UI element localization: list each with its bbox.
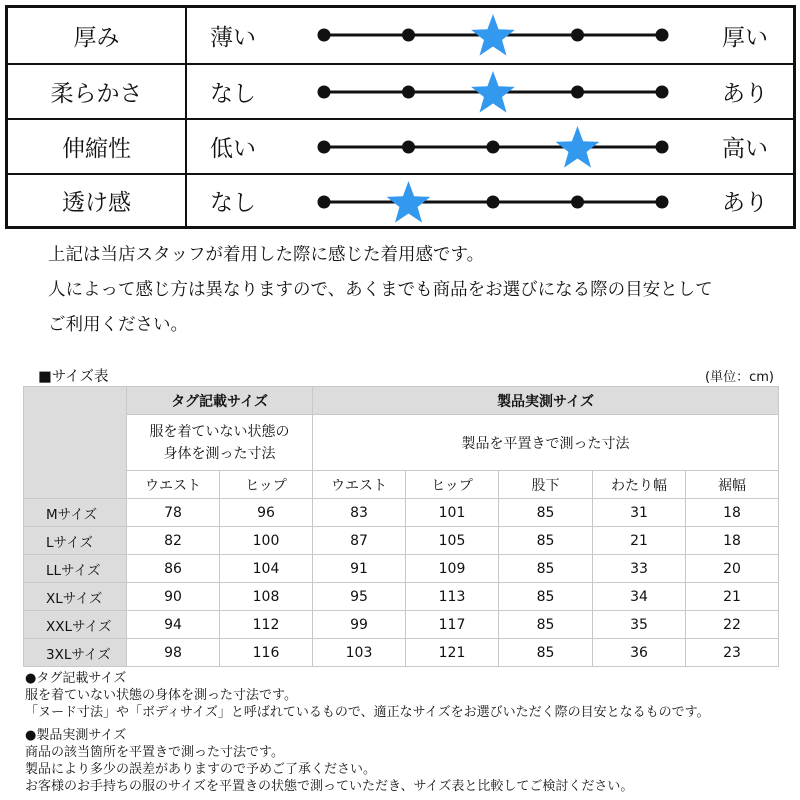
size-value: 96 xyxy=(220,499,313,527)
size-value: 85 xyxy=(499,555,593,583)
rating-scale-graphic xyxy=(308,8,678,63)
size-value: 112 xyxy=(220,611,313,639)
feel-row-sheerness xyxy=(8,173,793,226)
size-name: 3XLサイズ xyxy=(24,639,127,667)
size-value: 36 xyxy=(593,639,686,667)
column-header: 股下 xyxy=(499,471,593,499)
size-value: 117 xyxy=(406,611,499,639)
feel-row-softness xyxy=(8,63,793,118)
scale-point-dot xyxy=(571,29,584,42)
feel-note-line: 上記は当店スタッフが着用した際に感じた着用感です。 xyxy=(48,245,485,265)
feel-max-label: あり xyxy=(722,81,768,107)
size-value: 21 xyxy=(593,527,686,555)
scale-point-dot xyxy=(571,196,584,209)
rating-star-icon xyxy=(387,181,431,223)
table-row xyxy=(24,499,779,527)
size-value: 105 xyxy=(406,527,499,555)
scale-point-dot xyxy=(487,141,500,154)
feel-min-label: 薄い xyxy=(210,25,256,51)
scale-point-dot xyxy=(402,29,415,42)
feel-min-label: なし xyxy=(210,81,256,107)
size-value: 78 xyxy=(127,499,220,527)
size-chart-unit: (単位：cm) xyxy=(705,370,774,385)
size-name: Lサイズ xyxy=(24,527,127,555)
size-value: 121 xyxy=(406,639,499,667)
feel-min-label: なし xyxy=(210,190,256,216)
rating-scale-graphic xyxy=(308,175,678,230)
rating-scale-graphic xyxy=(308,65,678,120)
size-value: 21 xyxy=(686,583,779,611)
size-value: 104 xyxy=(220,555,313,583)
table-row xyxy=(24,555,779,583)
size-value: 31 xyxy=(593,499,686,527)
size-value: 23 xyxy=(686,639,779,667)
size-chart-title: ■サイズ表 xyxy=(38,369,109,385)
scale-point-dot xyxy=(487,196,500,209)
tag-size-description-line: 服を着ていない状態の xyxy=(149,423,290,440)
size-name: XXLサイズ xyxy=(24,611,127,639)
scale-point-dot xyxy=(318,29,331,42)
size-name: Mサイズ xyxy=(24,499,127,527)
actual-size-footer-line: お客様のお手持ちの服のサイズを平置きの状態で測っていただき、サイズ表と比較してご検討ください。 xyxy=(25,779,634,794)
column-header: ウエスト xyxy=(127,471,220,499)
scale-point-dot xyxy=(318,141,331,154)
rating-star-icon xyxy=(471,14,515,56)
table-row xyxy=(24,583,779,611)
size-value: 95 xyxy=(313,583,406,611)
column-header: ヒップ xyxy=(220,471,313,499)
size-value: 85 xyxy=(499,639,593,667)
size-value: 85 xyxy=(499,611,593,639)
size-name: XLサイズ xyxy=(24,583,127,611)
tag-size-footer-title: ●タグ記載サイズ xyxy=(25,671,127,686)
feel-scale xyxy=(308,175,678,226)
scale-point-dot xyxy=(656,29,669,42)
size-value: 99 xyxy=(313,611,406,639)
rating-scale-graphic xyxy=(308,120,678,175)
feel-note-line: 人によって感じ方は異なりますので、あくまでも商品をお選びになる際の目安として xyxy=(48,280,713,300)
feel-scale xyxy=(308,65,678,118)
scale-point-dot xyxy=(656,141,669,154)
actual-size-footer-line: 製品により多少の誤差がありますので予めご了承ください。 xyxy=(25,762,377,777)
column-header: 裾幅 xyxy=(686,471,779,499)
size-value: 34 xyxy=(593,583,686,611)
scale-point-dot xyxy=(402,86,415,99)
scale-point-dot xyxy=(656,196,669,209)
size-name: LLサイズ xyxy=(24,555,127,583)
tag-size-group-header: タグ記載サイズ xyxy=(127,387,313,415)
column-header: わたり幅 xyxy=(593,471,686,499)
feel-row-stretch xyxy=(8,118,793,173)
size-value: 116 xyxy=(220,639,313,667)
feel-max-label: あり xyxy=(722,190,768,216)
feel-rating-table xyxy=(5,5,796,229)
size-value: 22 xyxy=(686,611,779,639)
actual-size-description: 製品を平置きで測った寸法 xyxy=(313,415,779,471)
feel-label: 透け感 xyxy=(8,175,187,226)
size-value: 100 xyxy=(220,527,313,555)
tag-size-description-line: 身体を測った寸法 xyxy=(163,445,276,462)
rating-star-icon xyxy=(556,126,600,168)
actual-size-group-header: 製品実測サイズ xyxy=(313,387,779,415)
size-value: 101 xyxy=(406,499,499,527)
rating-star-icon xyxy=(471,71,515,113)
size-chart-table xyxy=(23,386,779,667)
size-value: 86 xyxy=(127,555,220,583)
size-header-corner xyxy=(24,387,127,499)
size-value: 87 xyxy=(313,527,406,555)
size-value: 83 xyxy=(313,499,406,527)
size-value: 98 xyxy=(127,639,220,667)
size-value: 33 xyxy=(593,555,686,583)
size-value: 18 xyxy=(686,527,779,555)
scale-point-dot xyxy=(318,196,331,209)
size-value: 113 xyxy=(406,583,499,611)
scale-point-dot xyxy=(402,141,415,154)
size-value: 103 xyxy=(313,639,406,667)
feel-row-thickness xyxy=(8,8,793,63)
size-value: 94 xyxy=(127,611,220,639)
scale-point-dot xyxy=(318,86,331,99)
size-value: 109 xyxy=(406,555,499,583)
scale-point-dot xyxy=(571,86,584,99)
size-value: 82 xyxy=(127,527,220,555)
tag-size-description xyxy=(127,415,313,471)
feel-label: 伸縮性 xyxy=(8,120,187,173)
feel-label: 柔らかさ xyxy=(8,65,187,118)
feel-label: 厚み xyxy=(8,8,187,63)
tag-size-footer-line: 服を着ていない状態の身体を測った寸法です。 xyxy=(25,688,297,703)
actual-size-footer-line: 商品の該当箇所を平置きで測った寸法です。 xyxy=(25,745,284,760)
feel-scale xyxy=(308,8,678,63)
feel-min-label: 低い xyxy=(210,136,256,162)
size-value: 90 xyxy=(127,583,220,611)
feel-scale xyxy=(308,120,678,173)
size-value: 85 xyxy=(499,527,593,555)
feel-note-line: ご利用ください。 xyxy=(48,315,188,335)
scale-point-dot xyxy=(656,86,669,99)
column-header: ウエスト xyxy=(313,471,406,499)
feel-max-label: 厚い xyxy=(722,25,768,51)
table-row xyxy=(24,527,779,555)
size-value: 85 xyxy=(499,583,593,611)
column-header: ヒップ xyxy=(406,471,499,499)
size-value: 108 xyxy=(220,583,313,611)
size-value: 85 xyxy=(499,499,593,527)
feel-max-label: 高い xyxy=(722,136,768,162)
table-row xyxy=(24,611,779,639)
size-value: 18 xyxy=(686,499,779,527)
actual-size-footer-title: ●製品実測サイズ xyxy=(25,728,127,743)
tag-size-footer-line: 「ヌード寸法」や「ボディサイズ」と呼ばれているもので、適正なサイズをお選びいただく際の目安となるものです。 xyxy=(25,705,710,720)
size-value: 20 xyxy=(686,555,779,583)
table-row xyxy=(24,639,779,667)
size-value: 35 xyxy=(593,611,686,639)
size-value: 91 xyxy=(313,555,406,583)
